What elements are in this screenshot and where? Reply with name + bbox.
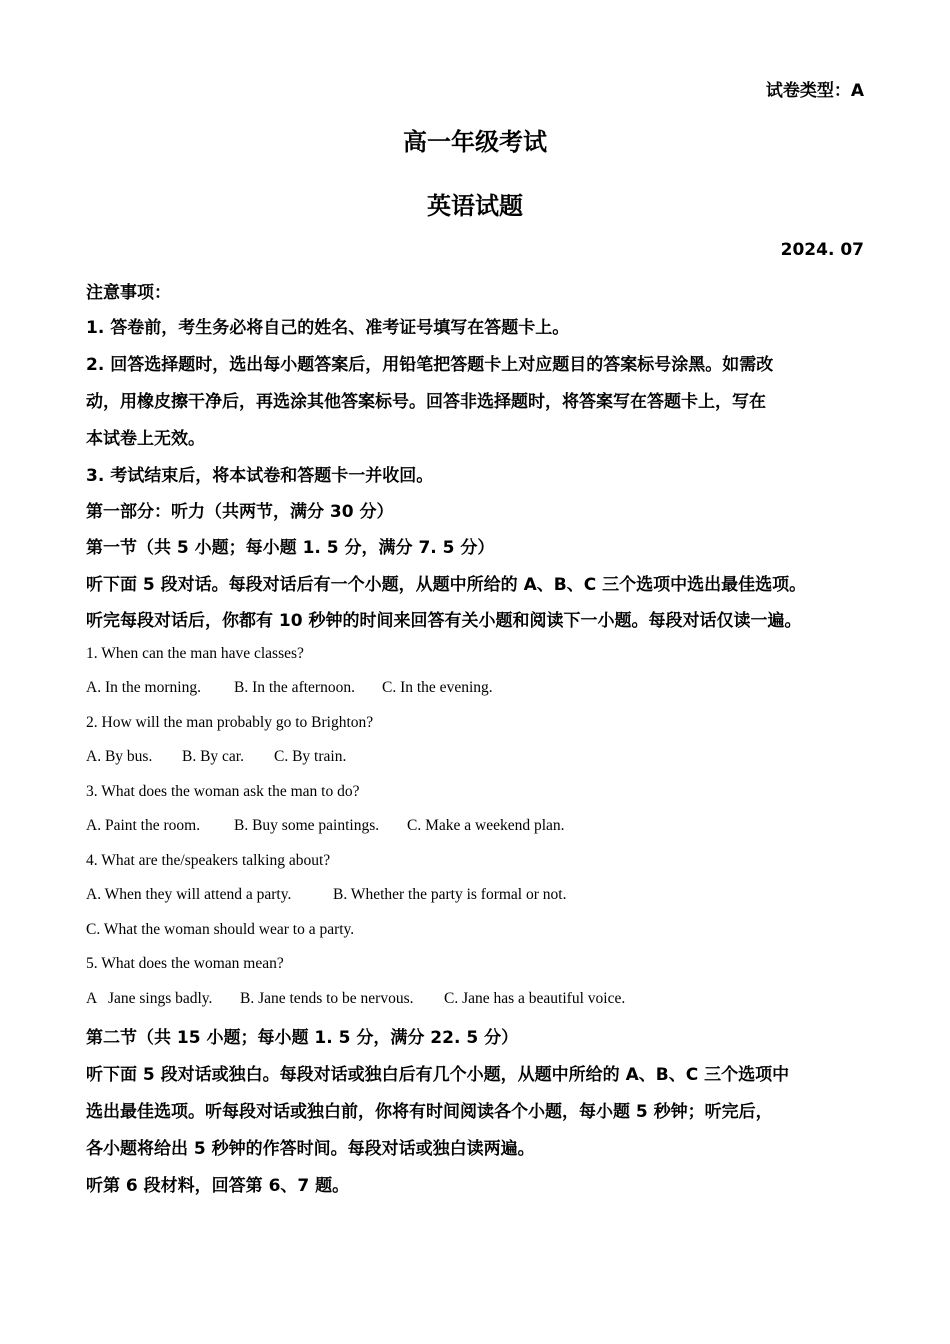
question-3-option-b: B. Buy some paintings.: [234, 817, 380, 834]
question-3-options: [86, 817, 565, 835]
section2-heading: 第二节（共 15 小题；每小题 1. 5 分，满分 22. 5 分）: [86, 1028, 519, 1048]
question-2-options: [86, 748, 346, 766]
section1-heading: 第一节（共 5 小题；每小题 1. 5 分，满分 7. 5 分）: [86, 538, 495, 558]
question-4-option-b: B. Whether the party is formal or not.: [333, 886, 567, 903]
question-2-option-a: A. By bus.: [86, 748, 153, 765]
question-5-stem: 5. What does the woman mean?: [86, 955, 284, 972]
section1-instruction-line-2: 听完每段对话后，你都有 10 秒钟的时间来回答有关小题和阅读下一小题。每段对话仅读一遍。: [86, 611, 802, 631]
question-3-stem: 3. What does the woman ask the man to do?: [86, 783, 360, 800]
paper-type: 试卷类型：A: [765, 81, 864, 101]
question-4-stem: 4. What are the/speakers talking about?: [86, 852, 331, 869]
notice-heading: 注意事项：: [86, 283, 171, 303]
question-1-options: [86, 679, 493, 697]
question-1-option-a: A. In the morning.: [86, 679, 201, 696]
question-2-option-c: C. By train.: [274, 748, 347, 765]
question-4-option-a: A. When they will attend a party.: [86, 886, 292, 903]
question-5-option-c: C. Jane has a beautiful voice.: [444, 990, 626, 1007]
question-1-option-b: B. In the afternoon.: [234, 679, 355, 696]
question-3-option-a: A. Paint the room.: [86, 817, 201, 834]
question-2-option-b: B. By car.: [182, 748, 244, 765]
question-1-option-c: C. In the evening.: [382, 679, 493, 696]
question-4-options-row-1: [86, 886, 566, 904]
question-3-option-c: C. Make a weekend plan.: [407, 817, 565, 834]
question-5-option-b: B. Jane tends to be nervous.: [240, 990, 414, 1007]
section2-instruction-line-2: 选出最佳选项。听每段对话或独白前，你将有时间阅读各个小题，每小题 5 秒钟；听完后，: [86, 1102, 773, 1122]
section2-instruction-line-1: 听下面 5 段对话或独白。每段对话或独白后有几个小题，从题中所给的 A、B、C 三个选项中: [86, 1065, 790, 1085]
question-1-stem: 1. When can the man have classes?: [86, 645, 304, 662]
question-5-option-a: A Jane sings badly.: [86, 990, 213, 1007]
exam-title: 高一年级考试: [403, 128, 547, 156]
exam-subtitle: 英语试题: [427, 192, 523, 220]
notice-item-2-line-3: 本试卷上无效。: [86, 429, 205, 449]
notice-item-2-line-2: 动，用橡皮擦干净后，再选涂其他答案标号。回答非选择题时，将答案写在答题卡上，写在: [86, 392, 766, 412]
part1-heading: 第一部分：听力（共两节，满分 30 分）: [86, 502, 394, 522]
exam-date: 2024. 07: [780, 240, 864, 260]
section2-instruction-line-3: 各小题将给出 5 秒钟的作答时间。每段对话或独白读两遍。: [86, 1139, 535, 1159]
material-6-instruction: 听第 6 段材料，回答第 6、7 题。: [86, 1176, 350, 1196]
notice-item-1: 1. 答卷前，考生务必将自己的姓名、准考证号填写在答题卡上。: [86, 318, 570, 338]
section1-instruction-line-1: 听下面 5 段对话。每段对话后有一个小题，从题中所给的 A、B、C 三个选项中选出最佳选项。: [86, 575, 807, 595]
notice-item-3: 3. 考试结束后，将本试卷和答题卡一并收回。: [86, 466, 434, 486]
notice-item-2-line-1: 2. 回答选择题时，选出每小题答案后，用铅笔把答题卡上对应题目的答案标号涂黑。如需改: [86, 355, 774, 375]
question-5-options: [86, 990, 625, 1008]
question-2-stem: 2. How will the man probably go to Brighton?: [86, 714, 374, 731]
question-4-option-c: C. What the woman should wear to a party.: [86, 921, 355, 938]
